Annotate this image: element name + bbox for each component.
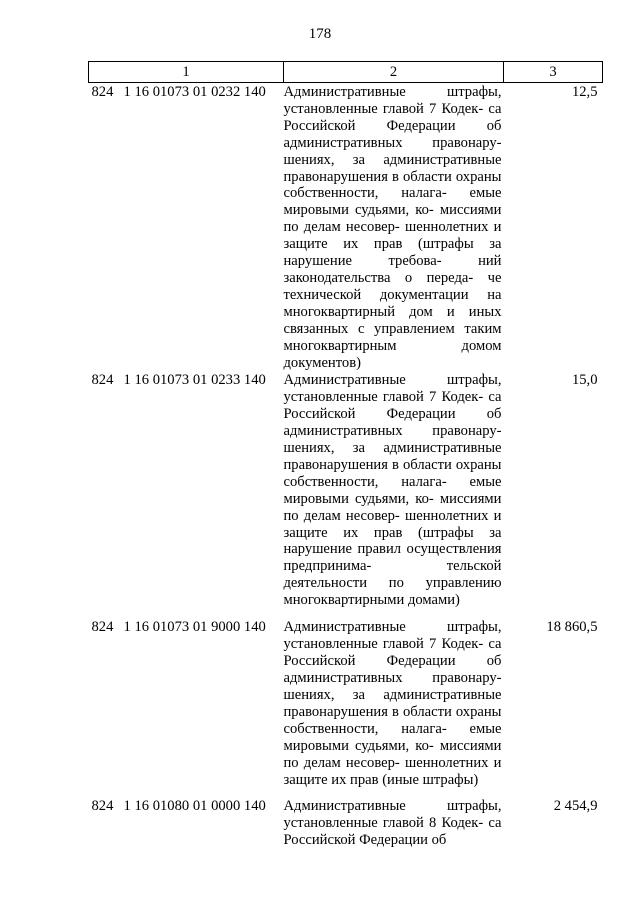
description-line: шеннолетних и защите их прав (283, 754, 502, 788)
budget-code-cell (89, 83, 284, 372)
description-line: установленные главой 7 Кодек- (283, 100, 484, 117)
budget-income-table (88, 61, 603, 849)
description-line: документов) (283, 354, 361, 371)
description-line: (штрафы за нарушение требова- (283, 236, 502, 270)
description-line: административных правонару- (283, 134, 502, 151)
description-line: домами) (407, 592, 460, 609)
description-line: на многоквартирный дом и (283, 286, 502, 320)
description-line: Административные штрафы, (283, 84, 502, 100)
description-line: са Российской Федерации об (283, 636, 502, 670)
admin-code: 824 (91, 619, 114, 636)
description-line: правонарушения в области (283, 456, 452, 473)
description-line: шеннолетних и защите их прав (283, 507, 502, 541)
description-line: миссиями по делам несовер- (283, 202, 502, 236)
table-header-row (89, 62, 603, 83)
description-line: миссиями по делам несовер- (283, 490, 502, 524)
table-row (89, 797, 603, 849)
description-line: управлению многоквартирными (283, 575, 502, 609)
description-line: таким многоквартирным домом (283, 320, 502, 354)
description-line: емые мировыми судьями, ко- (283, 473, 502, 507)
description-line: правонарушения в области (283, 168, 452, 185)
admin-code: 824 (91, 372, 114, 389)
description-line: че технической документации (283, 269, 502, 303)
table-body (89, 83, 603, 850)
description-line: шениях, за административные (283, 687, 502, 704)
amount-cell: 2 454,9 (553, 798, 598, 815)
amount-cell: 18 860,5 (546, 619, 598, 636)
admin-code: 824 (91, 798, 114, 815)
table-row (89, 618, 603, 797)
column-header-1: 1 (89, 62, 284, 83)
description-line: емые мировыми судьями, ко- (283, 720, 502, 754)
description-line: Административные штрафы, (283, 372, 502, 389)
amount-cell: 12,5 (571, 84, 598, 100)
description-line: охраны собственности, налага- (283, 703, 502, 737)
description-line: (иные штрафы) (382, 771, 479, 788)
description-line: са Российской Федерации об (283, 100, 502, 134)
description-line: шениях, за административные (283, 151, 502, 168)
description-line: шениях, за административные (283, 440, 502, 457)
income-code: 1 16 01080 01 0000 140 (123, 798, 266, 815)
description-line: Административные штрафы, (283, 798, 502, 815)
admin-code: 824 (91, 84, 114, 100)
description-line: са Российской Федерации об (283, 389, 502, 423)
description-line: миссиями по делам несовер- (283, 737, 502, 771)
description-line: установленные главой 7 Кодек- (283, 389, 484, 406)
description-line: административных правонару- (283, 670, 502, 687)
description-line: правонарушения в области (283, 703, 452, 720)
page-number: 178 (308, 26, 332, 42)
description-line: емые мировыми судьями, ко- (283, 185, 502, 219)
description-line: тельской деятельности по (283, 558, 502, 592)
income-code: 1 16 01073 01 0233 140 (123, 372, 266, 389)
description-cell (284, 618, 504, 797)
description-line: (штрафы за нарушение правил (283, 524, 502, 558)
description-line: охраны собственности, налага- (283, 456, 502, 490)
table-row (89, 371, 603, 618)
description-line: административных правонару- (283, 423, 502, 440)
amount-cell: 15,0 (571, 372, 598, 389)
description-line: иных связанных с управлением (283, 303, 502, 337)
table-row (89, 83, 603, 372)
description-line: установленные главой 8 Кодек- (283, 815, 484, 832)
description-line: охраны собственности, налага- (283, 168, 502, 202)
budget-code-cell (89, 618, 284, 797)
description-line: осуществления предпринима- (283, 541, 502, 575)
description-cell (284, 83, 504, 372)
description-line: са Российской Федерации об (283, 815, 502, 849)
column-header-2: 2 (284, 62, 504, 83)
description-line: ний законодательства о переда- (283, 253, 502, 286)
description-line: шеннолетних и защите их прав (283, 219, 502, 253)
budget-code-cell (89, 371, 284, 618)
description-cell (284, 371, 504, 618)
income-code: 1 16 01073 01 0232 140 (123, 84, 266, 100)
description-cell (284, 797, 504, 849)
budget-code-cell (89, 797, 284, 849)
income-code: 1 16 01073 01 9000 140 (123, 619, 266, 636)
column-header-3: 3 (504, 62, 603, 83)
description-line: установленные главой 7 Кодек- (283, 636, 484, 653)
description-line: Административные штрафы, (283, 619, 502, 636)
